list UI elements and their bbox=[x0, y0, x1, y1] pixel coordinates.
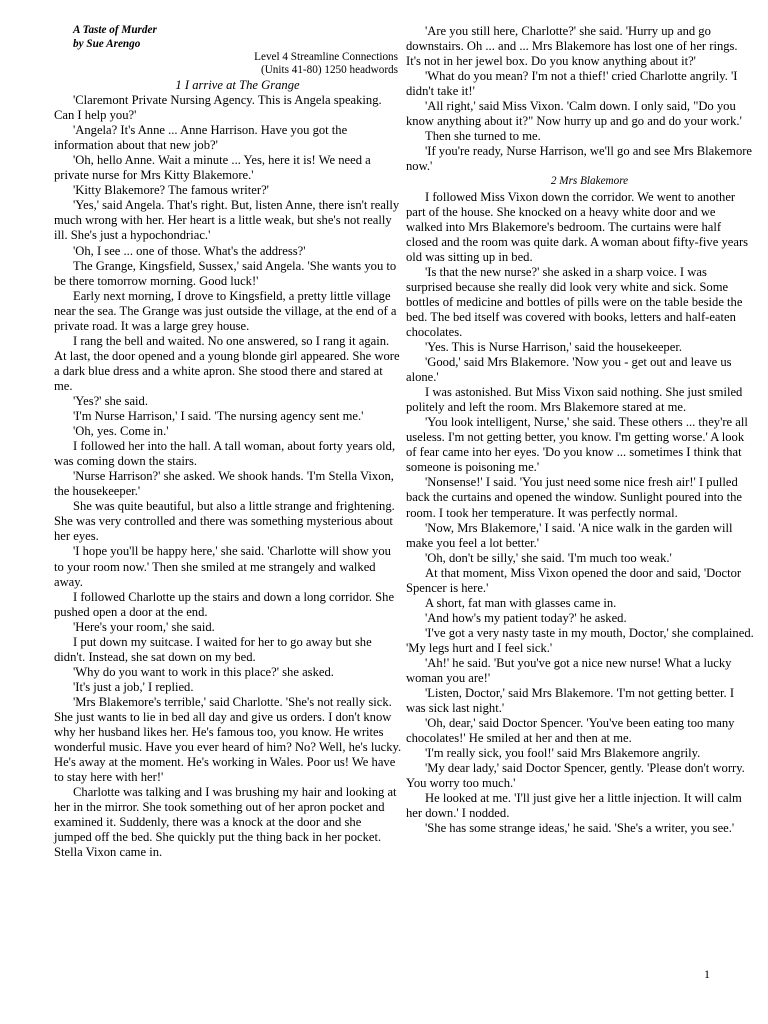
paragraph: 'And how's my patient today?' he asked. bbox=[425, 610, 627, 625]
paragraph: 'Oh, don't be silly,' she said. 'I'm much too weak.' bbox=[425, 550, 672, 565]
paragraph: I followed Charlotte up the stairs and down a long corridor. She pushed open a door at the end. bbox=[54, 589, 395, 619]
paragraph: I rang the bell and waited. No one answered, so I rang it again. At last, the door opened and a young blonde girl appeared. She wore a dark blue dress and a white apron. She stood there and stared at me. bbox=[54, 333, 400, 393]
paragraph: 'Good,' said Mrs Blakemore. 'Now you - get out and leave us alone.' bbox=[406, 355, 732, 385]
paragraph: 'Kitty Blakemore? The famous writer?' bbox=[73, 183, 269, 198]
chapter-2-body bbox=[406, 190, 754, 837]
paragraph: Then she turned to me. bbox=[425, 129, 541, 144]
left-column bbox=[54, 24, 402, 860]
paragraph: 'Yes?' she said. bbox=[73, 393, 148, 408]
paragraph: 'Here's your room,' she said. bbox=[73, 619, 215, 634]
paragraph: 'Nurse Harrison?' she asked. We shook hands. 'I'm Stella Vixon, the housekeeper.' bbox=[54, 469, 394, 499]
paragraph: 'Oh, I see ... one of those. What's the address?' bbox=[73, 243, 306, 258]
chapter-1-body bbox=[54, 93, 402, 860]
paragraph: 'I'm Nurse Harrison,' I said. 'The nursing agency sent me.' bbox=[73, 409, 364, 424]
paragraph: He looked at me. 'I'll just give her a little injection. It will calm her down.' I nodded. bbox=[406, 791, 742, 821]
paragraph: 'Oh, hello Anne. Wait a minute ... Yes, here it is! We need a private nurse for Mrs Kitty Blakemore.' bbox=[54, 153, 371, 183]
paragraph: I followed her into the hall. A tall woman, about forty years old, was coming down the stairs. bbox=[54, 439, 396, 469]
paragraph: A short, fat man with glasses came in. bbox=[425, 595, 617, 610]
paragraph: 'Are you still here, Charlotte?' she said. 'Hurry up and go downstairs. Oh ... and ... Mrs Blakemore has lost one of her rings. It's not in her jewel box. Do you know anything about it?' bbox=[406, 24, 738, 69]
paragraph: I was astonished. But Miss Vixon said nothing. She just smiled politely and left the room. Mrs Blakemore stared at me. bbox=[406, 385, 743, 415]
paragraph: 'Now, Mrs Blakemore,' I said. 'A nice walk in the garden will make you feel a lot better.' bbox=[406, 520, 733, 550]
paragraph: 'Oh, yes. Come in.' bbox=[73, 424, 169, 439]
paragraph: 'Claremont Private Nursing Agency. This is Angela speaking. Can I help you?' bbox=[54, 93, 382, 123]
paragraph: Early next morning, I drove to Kingsfield, a pretty little village near the sea. The Grange was just outside the village, at the end of a private road. It was a large grey house. bbox=[54, 288, 397, 333]
paragraph: 'It's just a job,' I replied. bbox=[73, 679, 194, 694]
paragraph: 'Nonsense!' I said. 'You just need some nice fresh air!' I pulled back the curtains and opened the window. Sunlight poured into the room. I took her temperature. It was perfectly normal. bbox=[406, 475, 742, 520]
paragraph: 'I hope you'll be happy here,' she said. 'Charlotte will show you to your room now.' Then she smiled at me strangely and walked away. bbox=[54, 544, 391, 589]
paragraph: 'Yes. This is Nurse Harrison,' said the housekeeper. bbox=[425, 339, 682, 354]
paragraph: 'What do you mean? I'm not a thief!' cried Charlotte angrily. 'I didn't take it!' bbox=[406, 69, 738, 99]
right-column bbox=[406, 24, 754, 837]
paragraph: Charlotte was talking and I was brushing my hair and looking at her in the mirror. She took something out of her apron pocket and examined it. Suddenly, there was a knock at the door and she jumped off the bed. She quickly put the thing back in her pocket. Stella Vixon came in. bbox=[54, 785, 397, 860]
paragraph: The Grange, Kingsfield, Sussex,' said Angela. 'She wants you to be there tomorrow morning. Good luck!' bbox=[54, 258, 397, 288]
paragraph: 'Oh, dear,' said Doctor Spencer. 'You've been eating too many chocolates!' He smiled at her and then at me. bbox=[406, 716, 735, 746]
paragraph: 'Ah!' he said. 'But you've got a nice new nurse! What a lucky woman you are!' bbox=[406, 655, 732, 686]
paragraph: 'She has some strange ideas,' he said. 'She's a writer, you see.' bbox=[425, 821, 735, 836]
chapter-1-heading: 1 I arrive at The Grange bbox=[175, 78, 300, 92]
paragraph: 'Mrs Blakemore's terrible,' said Charlotte. 'She's not really sick. She just wants to lie in bed all day and give us orders. I don't know why her husband likes her. He's famous too, you know. He writes wonderful music. Have you ever heard of him? No? Well, he's lucky. He's away at the moment. He's working in Wales. Poor us! We have to stay here with her!' bbox=[54, 694, 402, 785]
paragraph: 'All right,' said Miss Vixon. 'Calm down. I only said, "Do you know anything about it?" Now hurry up and go and do your work.' bbox=[406, 99, 742, 129]
paragraph: 'Why do you want to work in this place?' she asked. bbox=[73, 664, 334, 679]
book-title: A Taste of Murder bbox=[73, 24, 157, 36]
paragraph: She was quite beautiful, but also a little strange and frightening. She was very controlled and there was something mysterious about her eyes. bbox=[54, 499, 395, 544]
paragraph: 'I've got a very nasty taste in my mouth, Doctor,' she complained. 'My legs hurt and I feel sick.' bbox=[406, 625, 754, 655]
chapter-1-continued-body bbox=[406, 24, 754, 174]
chapter-2-heading: 2 Mrs Blakemore bbox=[550, 175, 629, 188]
paragraph: 'You look intelligent, Nurse,' she said. These others ... they're all useless. I'm not getting better, you know. I'm getting worse.' A look of fear came into her eyes. 'Do you know ... sometimes I think that someone is poisoning me.' bbox=[406, 415, 748, 475]
paragraph: I put down my suitcase. I waited for her to go away but she didn't. Instead, she sat down on my bed. bbox=[54, 634, 372, 664]
paragraph: At that moment, Miss Vixon opened the door and said, 'Doctor Spencer is here.' bbox=[406, 565, 742, 595]
paragraph: 'Is that the new nurse?' she asked in a sharp voice. I was surprised because she really did look very white and sick. Some bottles of medicine and bottles of pills were on the table beside the bed. The bed itself was covered with books, letters and half-eaten chocolates. bbox=[406, 264, 743, 339]
book-author: by Sue Arengo bbox=[73, 37, 141, 50]
page-number: 1 bbox=[704, 967, 710, 981]
paragraph: 'My dear lady,' said Doctor Spencer, gently. 'Please don't worry. You worry too much.' bbox=[406, 761, 745, 791]
level-line-1: Level 4 Streamline Connections bbox=[254, 51, 398, 63]
level-line-2: (Units 41-80) 1250 headwords bbox=[260, 64, 398, 76]
paragraph: 'I'm really sick, you fool!' said Mrs Blakemore angrily. bbox=[425, 746, 701, 761]
paragraph: 'Yes,' said Angela. That's right. But, listen Anne, there isn't really much wrong with her. Her heart is a little weak, but she's not really ill. She's just a hypochondriac.' bbox=[54, 198, 400, 243]
paragraph: 'If you're ready, Nurse Harrison, we'll go and see Mrs Blakemore now.' bbox=[406, 144, 753, 174]
paragraph: I followed Miss Vixon down the corridor. We went to another part of the house. She knocked on a heavy white door and we walked into Mrs Blakemore's bedroom. The curtains were half closed and the room was quite dark. A woman about fifty-five years old was sitting up in bed. bbox=[406, 189, 749, 264]
paragraph: 'Listen, Doctor,' said Mrs Blakemore. 'I'm not getting better. I was sick last night.' bbox=[406, 686, 735, 716]
paragraph: 'Angela? It's Anne ... Anne Harrison. Have you got the information about that new job?' bbox=[54, 123, 348, 153]
